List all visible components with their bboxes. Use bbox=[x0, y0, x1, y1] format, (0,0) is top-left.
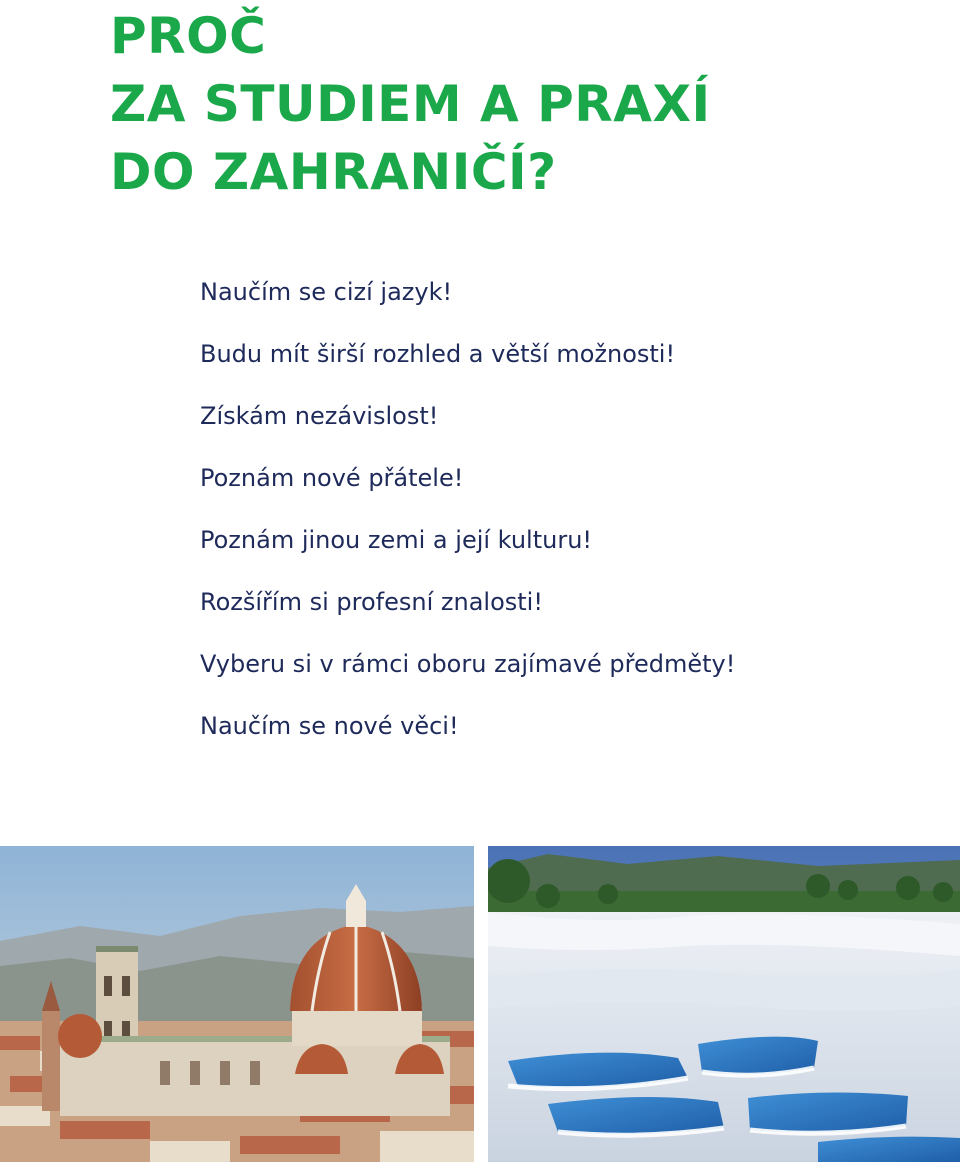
reason-item: Poznám nové přátele! bbox=[200, 464, 464, 492]
reason-item: Rozšířím si profesní znalosti! bbox=[200, 588, 543, 616]
reason-item: Poznám jinou zemi a její kulturu! bbox=[200, 526, 593, 554]
reason-item: Naučím se nové věci! bbox=[200, 712, 459, 740]
reason-item: Získám nezávislost! bbox=[200, 402, 439, 430]
reason-item: Budu mít širší rozhled a větší možnosti! bbox=[200, 340, 676, 368]
pamukkale-travertine-terraces-photo bbox=[488, 846, 960, 1162]
reasons-list bbox=[200, 272, 735, 768]
florence-cathedral-photo bbox=[0, 846, 474, 1162]
reason-item: Naučím se cizí jazyk! bbox=[200, 278, 453, 306]
page-title-line-2: ZA STUDIEM A PRAXÍ bbox=[110, 75, 711, 133]
reason-item: Vyberu si v rámci oboru zajímavé předměty! bbox=[200, 650, 736, 678]
page-title-line-1: PROČ bbox=[110, 7, 267, 65]
page-title-line-3: DO ZAHRANIČÍ? bbox=[110, 143, 557, 201]
page-title bbox=[110, 2, 711, 206]
